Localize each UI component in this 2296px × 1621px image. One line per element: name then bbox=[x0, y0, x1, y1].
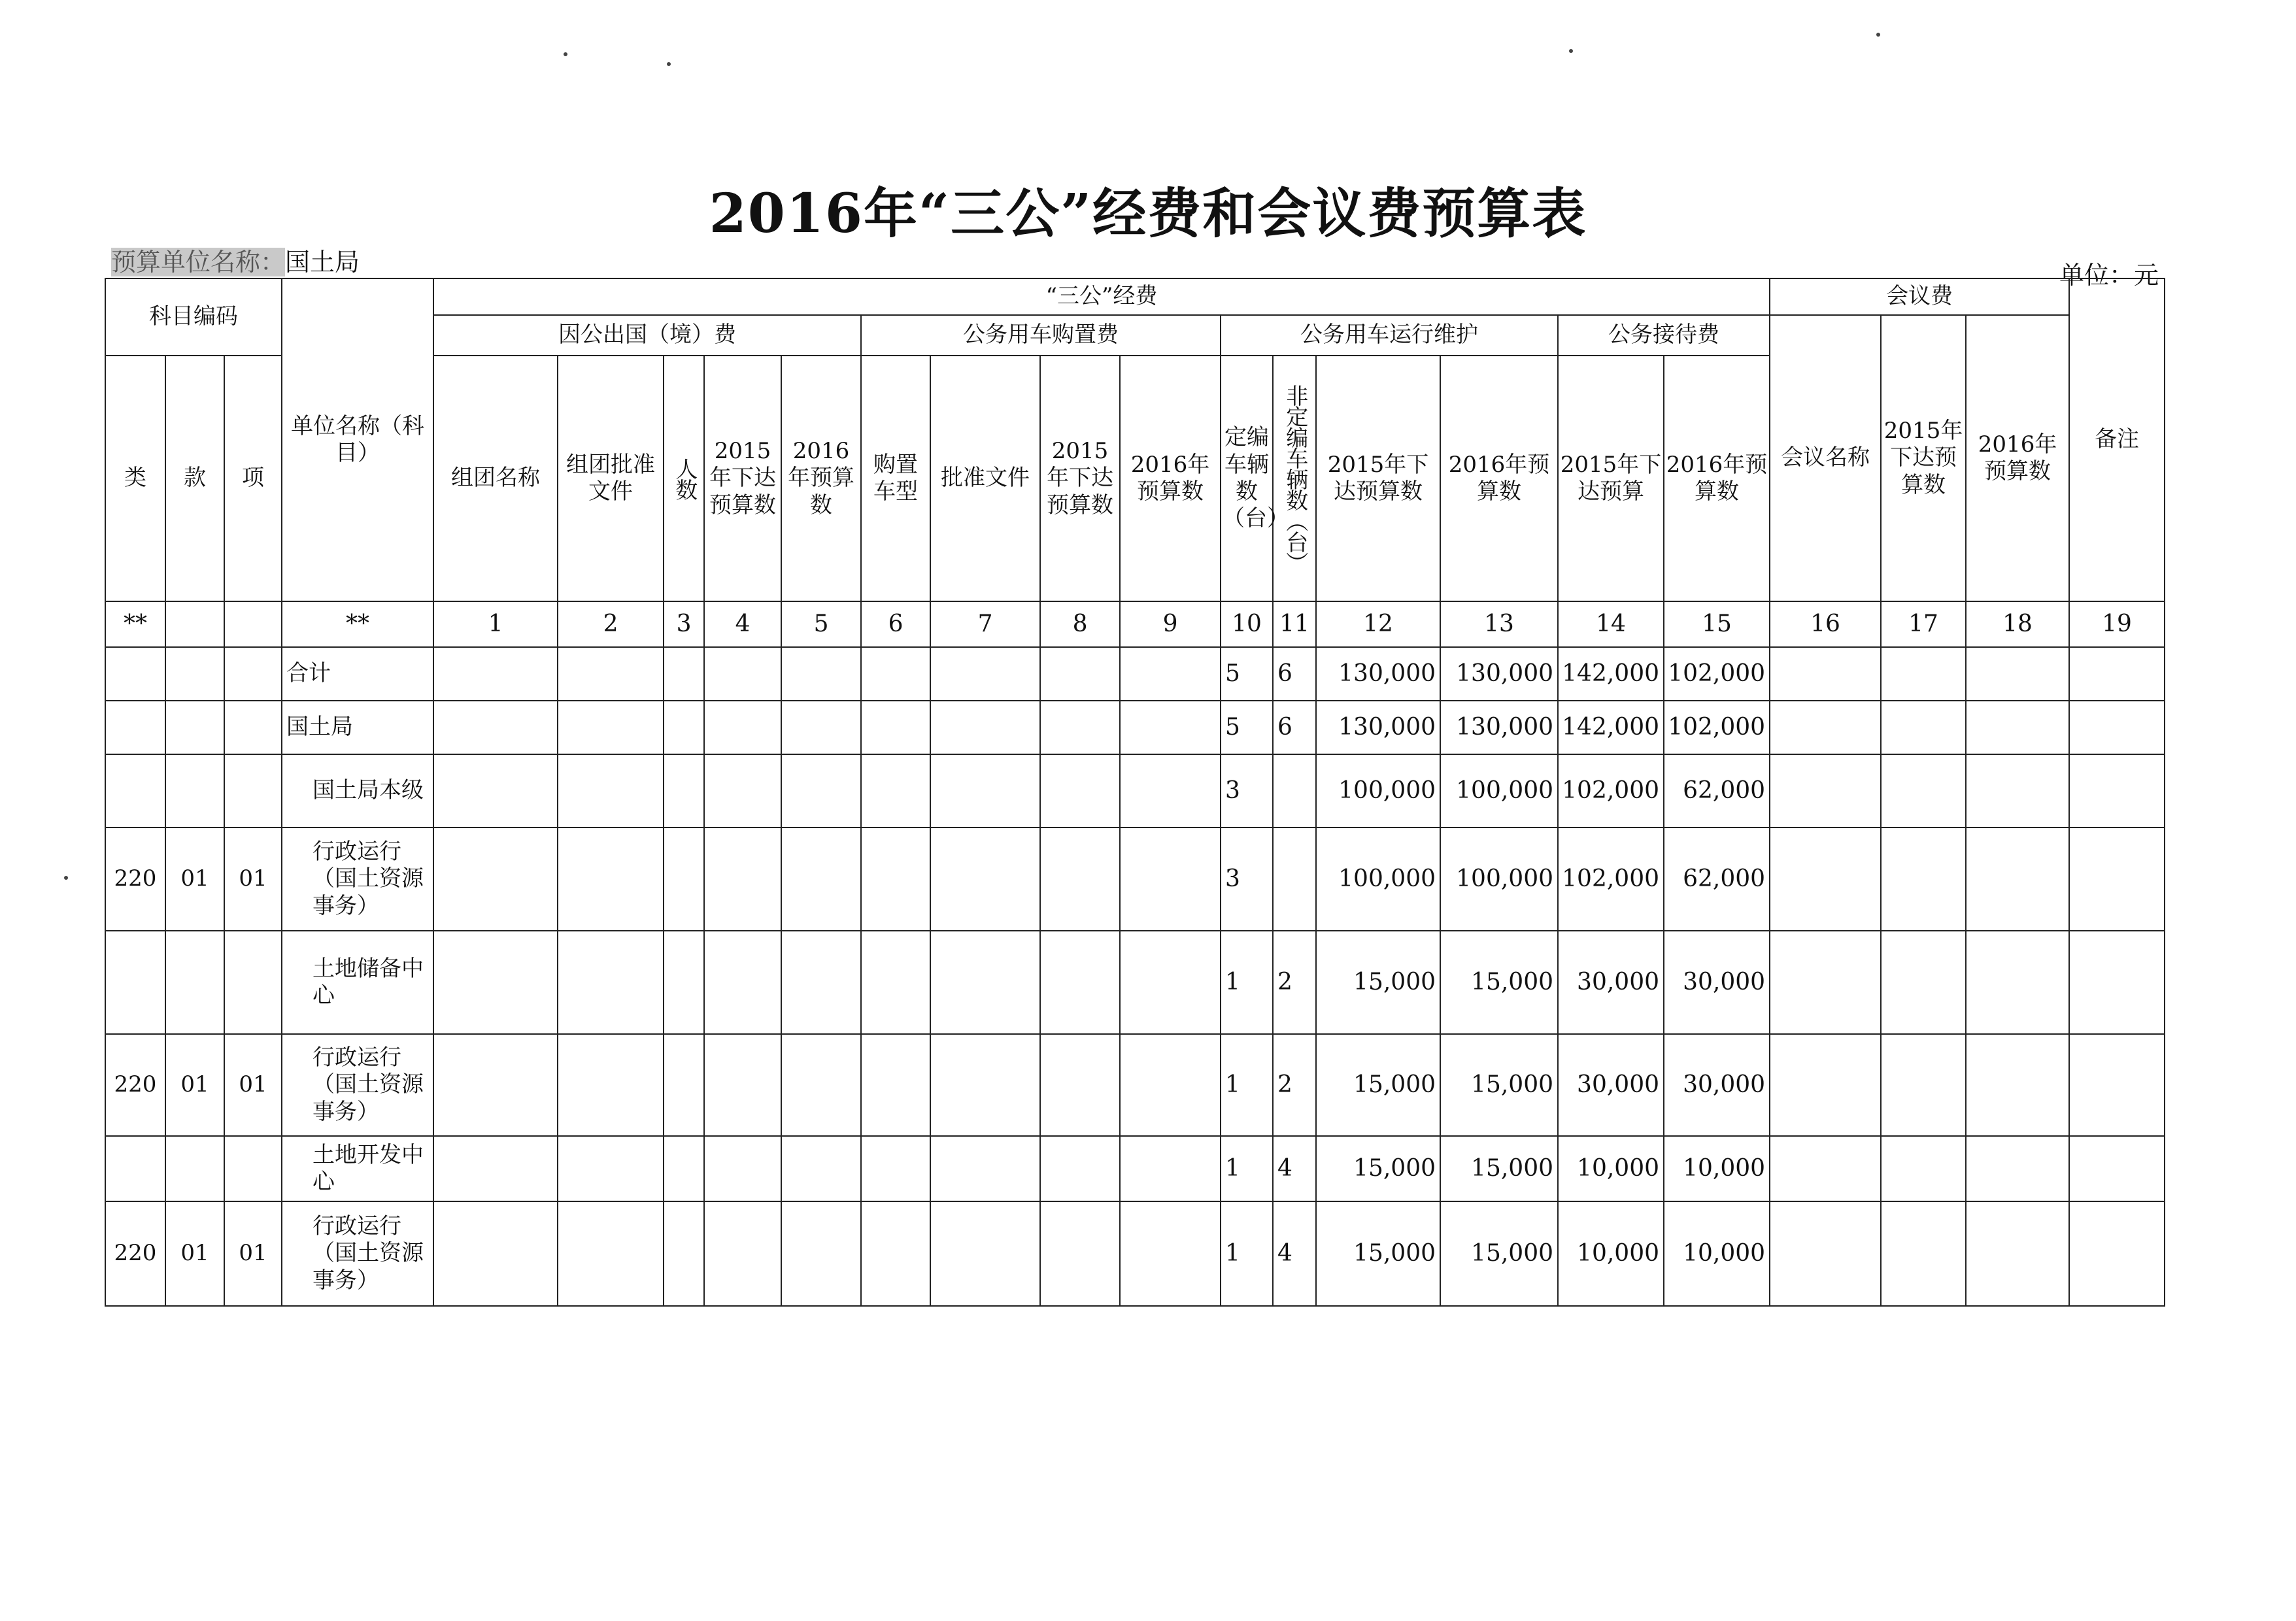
cell-name: 合计 bbox=[282, 647, 433, 701]
header-xiang: 项 bbox=[224, 356, 282, 601]
budget-table-frame bbox=[105, 278, 2165, 1307]
cell-c15: 62,000 bbox=[1664, 754, 1770, 827]
cell-c10: 1 bbox=[1221, 1201, 1273, 1306]
header-col-10: 定编车辆数（台） bbox=[1221, 356, 1273, 601]
cell-c10: 1 bbox=[1221, 931, 1273, 1034]
cell-c12: 15,000 bbox=[1316, 1201, 1440, 1306]
colnum-xiang bbox=[224, 601, 282, 647]
cell-name-text: 行政运行（国土资源事务） bbox=[312, 1212, 424, 1294]
cell-kuan bbox=[165, 931, 224, 1034]
cell-c14: 10,000 bbox=[1558, 1136, 1664, 1201]
header-meeting-name: 会议名称 bbox=[1770, 315, 1881, 601]
table-row bbox=[105, 931, 2165, 1034]
cell-name bbox=[282, 1136, 433, 1201]
colnum-8: 8 bbox=[1040, 601, 1120, 647]
cell-c13: 15,000 bbox=[1440, 931, 1558, 1034]
header-col-15: 2016年预算数 bbox=[1664, 356, 1770, 601]
budget-unit-line bbox=[111, 242, 360, 278]
colnum-1: 1 bbox=[433, 601, 558, 647]
cell-xiang: 01 bbox=[224, 1034, 282, 1136]
header-meeting-2015: 2015年下达预算数 bbox=[1881, 315, 1966, 601]
cell-name bbox=[282, 931, 433, 1034]
table-row bbox=[105, 1201, 2165, 1306]
header-col-5: 2016年预算数 bbox=[781, 356, 861, 601]
cell-kuan bbox=[165, 1136, 224, 1201]
colnum-lei: ** bbox=[105, 601, 165, 647]
scan-speck bbox=[1876, 33, 1880, 37]
cell-c12: 15,000 bbox=[1316, 931, 1440, 1034]
cell-name-text: 行政运行（国土资源事务） bbox=[312, 1044, 424, 1125]
cell-c11 bbox=[1273, 754, 1316, 827]
cell-c14: 102,000 bbox=[1558, 754, 1664, 827]
cell-c12: 130,000 bbox=[1316, 647, 1440, 701]
cell-c11: 2 bbox=[1273, 1034, 1316, 1136]
colnum-2: 2 bbox=[558, 601, 664, 647]
colnum-13: 13 bbox=[1440, 601, 1558, 647]
cell-name bbox=[282, 827, 433, 931]
cell-name bbox=[282, 1201, 433, 1306]
cell-name-text: 土地开发中心 bbox=[312, 1141, 424, 1195]
cell-xiang bbox=[224, 1136, 282, 1201]
cell-c10: 1 bbox=[1221, 1136, 1273, 1201]
cell-c10: 3 bbox=[1221, 827, 1273, 931]
header-unit-name: 单位名称（科目） bbox=[282, 278, 433, 601]
scan-speck bbox=[667, 62, 671, 66]
cell-c12: 15,000 bbox=[1316, 1136, 1440, 1201]
colnum-5: 5 bbox=[781, 601, 861, 647]
table-row bbox=[105, 754, 2165, 827]
cell-c10: 1 bbox=[1221, 1034, 1273, 1136]
scan-speck bbox=[64, 876, 68, 880]
colnum-6: 6 bbox=[861, 601, 930, 647]
colnum-18: 18 bbox=[1966, 601, 2069, 647]
column-number-row bbox=[105, 601, 2165, 647]
colnum-9: 9 bbox=[1120, 601, 1221, 647]
cell-lei: 220 bbox=[105, 1201, 165, 1306]
cell-c15: 102,000 bbox=[1664, 701, 1770, 754]
header-col-11-text: 非定编车辆数（台） bbox=[1281, 384, 1308, 573]
colnum-19: 19 bbox=[2069, 601, 2165, 647]
cell-c14: 142,000 bbox=[1558, 647, 1664, 701]
cell-c15: 30,000 bbox=[1664, 931, 1770, 1034]
cell-c13: 130,000 bbox=[1440, 701, 1558, 754]
cell-c14: 30,000 bbox=[1558, 931, 1664, 1034]
cell-c11: 4 bbox=[1273, 1201, 1316, 1306]
cell-lei bbox=[105, 931, 165, 1034]
cell-c11: 6 bbox=[1273, 701, 1316, 754]
header-reception: 公务接待费 bbox=[1558, 315, 1770, 356]
cell-c13: 15,000 bbox=[1440, 1136, 1558, 1201]
cell-xiang bbox=[224, 754, 282, 827]
cell-name-text: 土地储备中心 bbox=[312, 955, 424, 1009]
cell-c15: 10,000 bbox=[1664, 1201, 1770, 1306]
cell-c12: 130,000 bbox=[1316, 701, 1440, 754]
header-sangong: “三公”经费 bbox=[433, 278, 1770, 315]
header-col-8: 2015年下达预算数 bbox=[1040, 356, 1120, 601]
cell-xiang: 01 bbox=[224, 1201, 282, 1306]
cell-c12: 15,000 bbox=[1316, 1034, 1440, 1136]
header-col-9: 2016年预算数 bbox=[1120, 356, 1221, 601]
colnum-4: 4 bbox=[704, 601, 781, 647]
cell-name-text: 国土局本级 bbox=[312, 777, 424, 804]
cell-kuan bbox=[165, 754, 224, 827]
cell-xiang: 01 bbox=[224, 827, 282, 931]
cell-lei bbox=[105, 701, 165, 754]
colnum-15: 15 bbox=[1664, 601, 1770, 647]
cell-c13: 15,000 bbox=[1440, 1201, 1558, 1306]
cell-c14: 142,000 bbox=[1558, 701, 1664, 754]
cell-c12: 100,000 bbox=[1316, 827, 1440, 931]
colnum-kuan bbox=[165, 601, 224, 647]
cell-c14: 102,000 bbox=[1558, 827, 1664, 931]
header-col-14: 2015年下达预算 bbox=[1558, 356, 1664, 601]
page-title: 2016年“三公”经费和会议费预算表 bbox=[709, 182, 1587, 245]
cell-name bbox=[282, 754, 433, 827]
cell-c14: 30,000 bbox=[1558, 1034, 1664, 1136]
cell-c13: 15,000 bbox=[1440, 1034, 1558, 1136]
cell-kuan: 01 bbox=[165, 827, 224, 931]
budget-unit-label: 预算单位名称： bbox=[111, 248, 286, 276]
cell-c13: 130,000 bbox=[1440, 647, 1558, 701]
colnum-10: 10 bbox=[1221, 601, 1273, 647]
cell-c13: 100,000 bbox=[1440, 827, 1558, 931]
header-col-12: 2015年下达预算数 bbox=[1316, 356, 1440, 601]
header-col-6: 购置车型 bbox=[861, 356, 930, 601]
colnum-unit: ** bbox=[282, 601, 433, 647]
currency-unit: 单位：元 bbox=[2059, 261, 2159, 290]
colnum-17: 17 bbox=[1881, 601, 1966, 647]
cell-c15: 102,000 bbox=[1664, 647, 1770, 701]
header-meeting: 会议费 bbox=[1770, 278, 2069, 315]
table-row bbox=[105, 701, 2165, 754]
cell-kuan: 01 bbox=[165, 1201, 224, 1306]
cell-kuan bbox=[165, 701, 224, 754]
cell-c15: 30,000 bbox=[1664, 1034, 1770, 1136]
header-col-1: 组团名称 bbox=[433, 356, 558, 601]
cell-name: 国土局 bbox=[282, 701, 433, 754]
header-col-13: 2016年预算数 bbox=[1440, 356, 1558, 601]
cell-c10: 5 bbox=[1221, 701, 1273, 754]
colnum-14: 14 bbox=[1558, 601, 1664, 647]
table-row bbox=[105, 1034, 2165, 1136]
cell-c15: 62,000 bbox=[1664, 827, 1770, 931]
cell-c13: 100,000 bbox=[1440, 754, 1558, 827]
cell-xiang bbox=[224, 701, 282, 754]
table-row bbox=[105, 647, 2165, 701]
table-row bbox=[105, 1136, 2165, 1201]
cell-c14: 10,000 bbox=[1558, 1201, 1664, 1306]
header-col-7: 批准文件 bbox=[930, 356, 1040, 601]
budget-unit-name: 国土局 bbox=[285, 248, 360, 276]
cell-kuan: 01 bbox=[165, 1034, 224, 1136]
header-subject-code: 科目编码 bbox=[105, 278, 282, 356]
header-col-3 bbox=[664, 356, 704, 601]
cell-kuan bbox=[165, 647, 224, 701]
cell-c11 bbox=[1273, 827, 1316, 931]
scan-speck bbox=[564, 52, 567, 56]
cell-lei bbox=[105, 1136, 165, 1201]
header-meeting-2016: 2016年预算数 bbox=[1966, 315, 2069, 601]
cell-lei: 220 bbox=[105, 1034, 165, 1136]
header-lei: 类 bbox=[105, 356, 165, 601]
cell-c11: 4 bbox=[1273, 1136, 1316, 1201]
cell-c10: 5 bbox=[1221, 647, 1273, 701]
colnum-16: 16 bbox=[1770, 601, 1881, 647]
cell-c11: 2 bbox=[1273, 931, 1316, 1034]
budget-table bbox=[105, 278, 2165, 1307]
header-col-2: 组团批准文件 bbox=[558, 356, 664, 601]
cell-name-text: 行政运行（国土资源事务） bbox=[312, 838, 424, 919]
header-remarks: 备注 bbox=[2069, 278, 2165, 601]
cell-xiang bbox=[224, 931, 282, 1034]
table-row bbox=[105, 827, 2165, 931]
colnum-7: 7 bbox=[930, 601, 1040, 647]
cell-c11: 6 bbox=[1273, 647, 1316, 701]
header-col-3-text: 人数 bbox=[671, 458, 698, 499]
cell-lei bbox=[105, 647, 165, 701]
header-kuan: 款 bbox=[165, 356, 224, 601]
header-abroad: 因公出国（境）费 bbox=[433, 315, 861, 356]
cell-lei bbox=[105, 754, 165, 827]
colnum-11: 11 bbox=[1273, 601, 1316, 647]
header-car-purchase: 公务用车购置费 bbox=[861, 315, 1221, 356]
colnum-12: 12 bbox=[1316, 601, 1440, 647]
cell-c12: 100,000 bbox=[1316, 754, 1440, 827]
cell-c10: 3 bbox=[1221, 754, 1273, 827]
scan-speck bbox=[1569, 49, 1573, 53]
header-col-11 bbox=[1273, 356, 1316, 601]
cell-c15: 10,000 bbox=[1664, 1136, 1770, 1201]
cell-xiang bbox=[224, 647, 282, 701]
cell-name bbox=[282, 1034, 433, 1136]
cell-lei: 220 bbox=[105, 827, 165, 931]
header-col-4: 2015年下达预算数 bbox=[704, 356, 781, 601]
colnum-3: 3 bbox=[664, 601, 704, 647]
header-car-maint: 公务用车运行维护 bbox=[1221, 315, 1558, 356]
